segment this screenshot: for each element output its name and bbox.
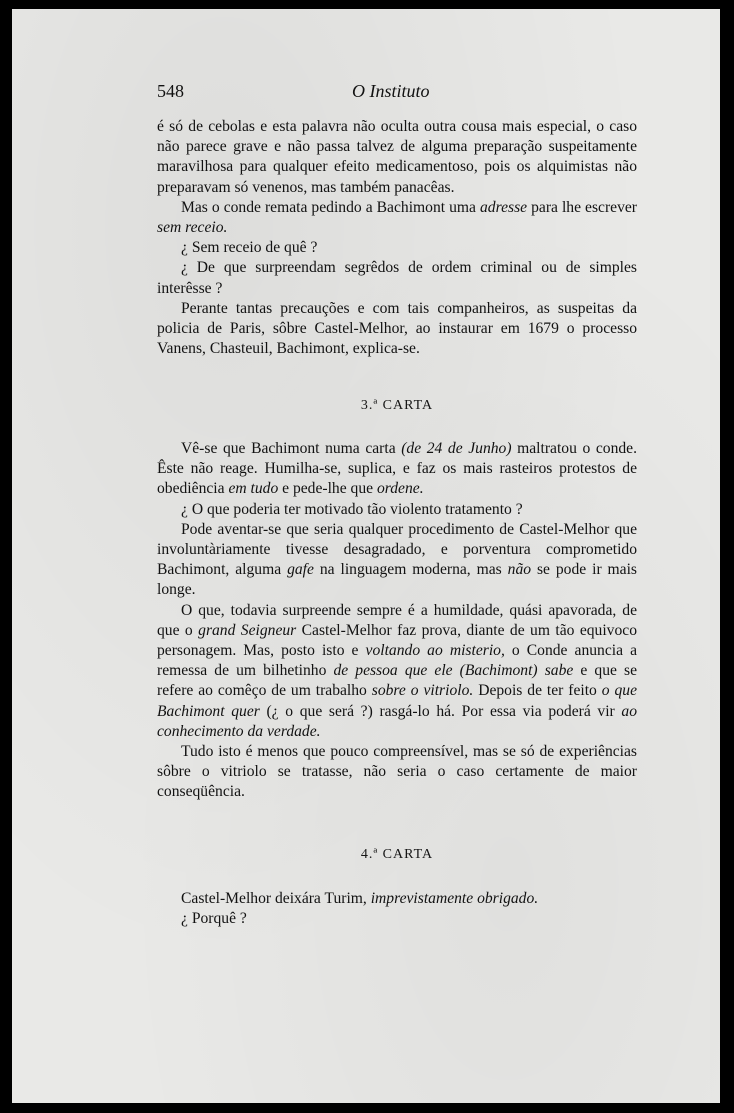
- paragraph: Vê-se que Bachimont numa carta (de 24 de Junho) maltratou o conde. Êste não reage. Humilha-se, suplica, e faz os mais rasteiros protestos de obediência em tudo e pede-lhe que ordene.: [157, 440, 637, 498]
- paragraph: é só de cebolas e esta palavra não oculta outra cousa mais especial, o caso não parece grave e não passa talvez de alguma preparação suspeitamente maravilhosa para qualquer efeito medicamentoso, pois os alquimistas não preparavam só venenos, mas também panacêas.: [157, 118, 637, 196]
- paragraph: Pode aventar-se que seria qualquer procedimento de Castel-Melhor que involuntàriamente tivesse desagradado, e porventura comprometido Bachimont, alguma gafe na linguagem moderna, mas não se pode ir mais longe.: [157, 520, 638, 599]
- page-header: [157, 81, 620, 105]
- paragraph: ¿ O que poderia ter motivado tão violento tratamento ?: [181, 500, 523, 518]
- book-page: [12, 9, 720, 1103]
- paragraph: ¿ Sem receio de quê ?: [181, 239, 318, 257]
- paragraph: O que, todavia surpreende sempre é a humildade, quási apavorada, de que o grand Seigneur Castel-Melhor faz prova, diante de um tão equivoco personagem. Mas, posto isto e voltando ao misterio, o Conde anuncia a remessa de um bilhetinho de pessoa que ele (Bachimont) sabe e que se refere ao comêço de um trabalho sobre o vitriolo. Depois de ter feito o que Bachimont quer (¿ o que será ?) rasgá-lo há. Por essa via poderá vir ao conhecimento da verdade.: [157, 601, 638, 740]
- paragraph: Perante tantas precauções e com tais companheiros, as suspeitas da policia de Paris, sôbre Castel-Melhor, ao instaurar em 1679 o processo Vanens, Chasteuil, Bachimont, explica-se.: [157, 299, 637, 358]
- text-block-1: [157, 117, 637, 359]
- text-block-2: [157, 439, 637, 803]
- paragraph: ¿ De que surpreendam segrêdos de ordem criminal ou de simples interêsse ?: [157, 259, 637, 297]
- paragraph: ¿ Porquê ?: [181, 910, 247, 928]
- page-number: 548: [157, 81, 184, 101]
- section-heading-3: 3.ª CARTA: [360, 398, 434, 413]
- paragraph: Mas o conde remata pedindo a Bachimont uma adresse para lhe escrever sem receio.: [157, 198, 637, 237]
- section-heading-4: 4.ª CARTA: [360, 847, 434, 862]
- paragraph: Tudo isto é menos que pouco compreensível, mas se só de experiências sôbre o vitriolo se tratasse, não seria o caso certamente de maior conseqüência.: [157, 743, 637, 801]
- paragraph: Castel-Melhor deixára Turim, imprevistamente obrigado.: [181, 890, 539, 907]
- running-title: O Instituto: [352, 81, 430, 101]
- text-block-3: [157, 889, 637, 929]
